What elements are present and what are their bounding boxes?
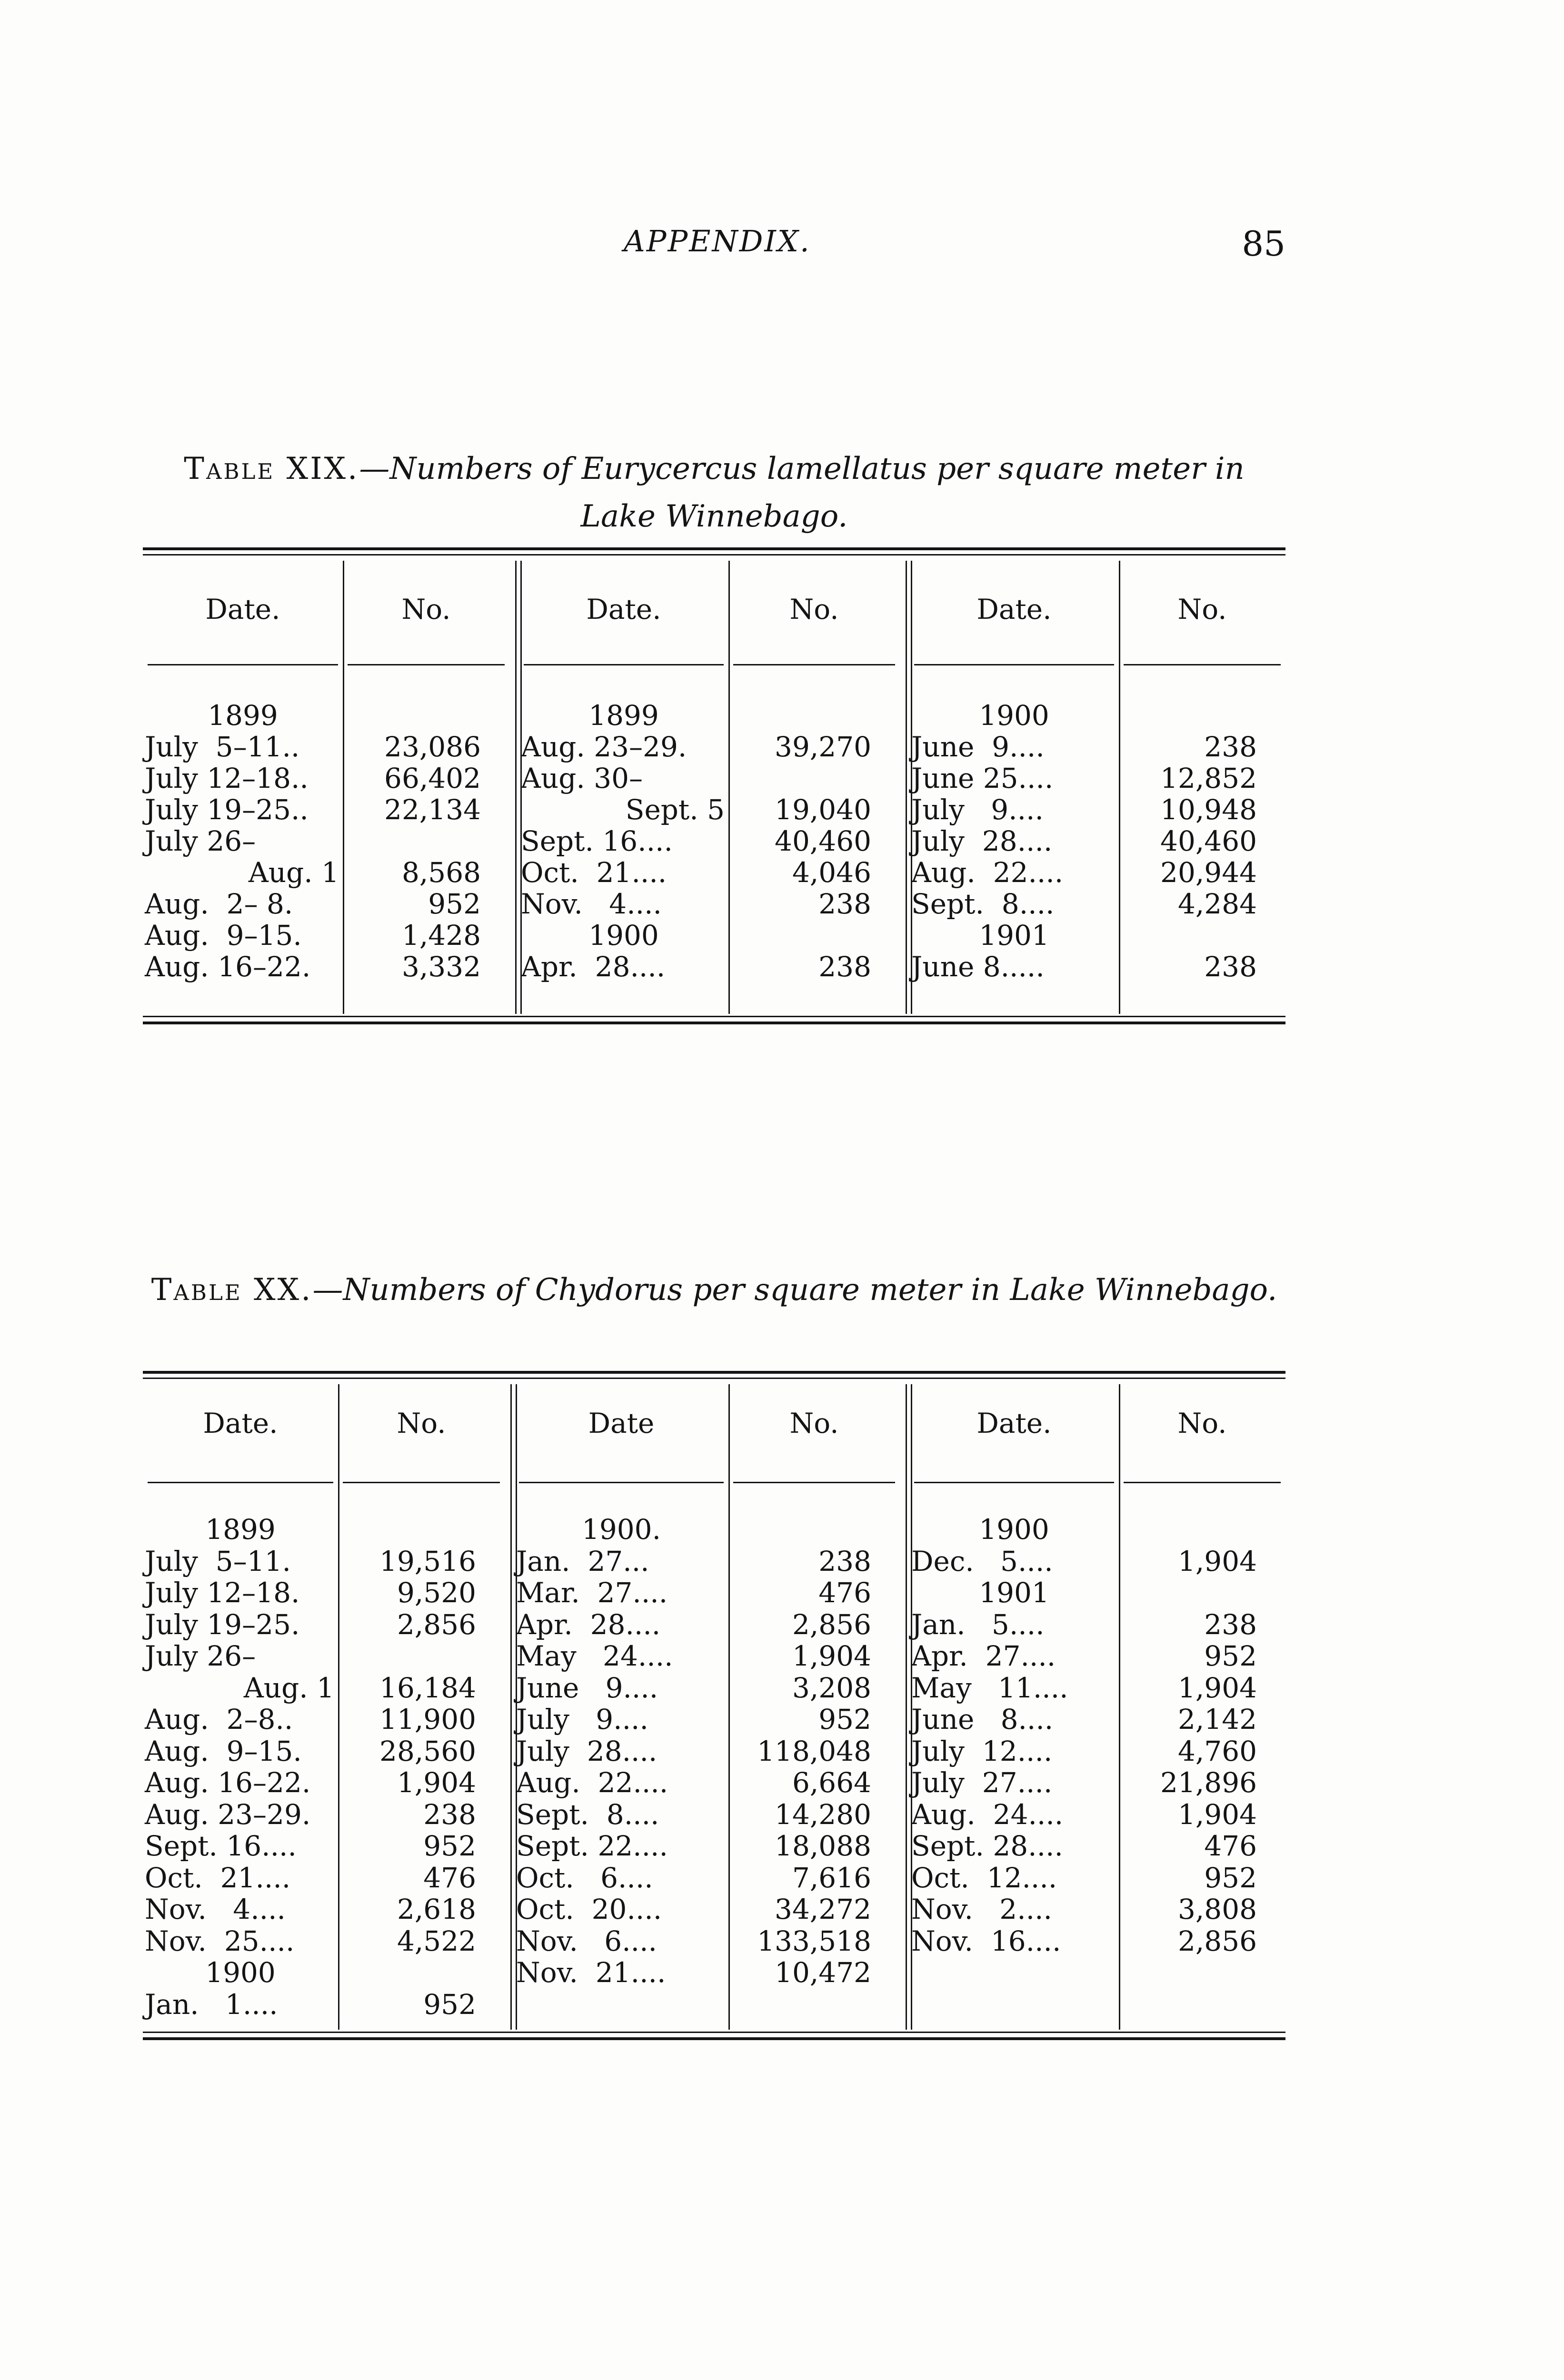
table20-col-header: Date. (203, 1407, 278, 1439)
count-cell: 2,856 (1177, 1924, 1257, 1957)
count-cell: 22,134 (384, 793, 481, 826)
year-label: 1900 (979, 699, 1049, 732)
count-cell: 9,520 (397, 1577, 476, 1609)
table19-header-rule (733, 664, 895, 665)
table19-header-rule (914, 664, 1114, 665)
table19-col-header: No. (401, 593, 451, 625)
table19-col-header: Date. (205, 593, 280, 625)
year-label: 1900 (588, 919, 659, 952)
date-cell: Aug. 2–8.. (145, 1703, 293, 1735)
count-cell: 4,522 (397, 1924, 476, 1957)
date-cell: Aug. 22.... (516, 1766, 668, 1799)
date-cell: Oct. 12.... (911, 1861, 1057, 1894)
table19-top-rule (143, 547, 1285, 550)
date-cell: Aug. 30– (521, 762, 643, 794)
date-cell: Oct. 6.... (516, 1861, 653, 1894)
count-cell: 19,516 (379, 1545, 476, 1577)
count-cell: 10,948 (1160, 793, 1257, 826)
count-cell: 20,944 (1160, 856, 1257, 889)
date-cell: Sept. 8.... (911, 888, 1055, 920)
count-cell: 3,208 (792, 1671, 871, 1704)
date-cell: Aug. 16–22. (145, 1766, 311, 1799)
count-cell: 18,088 (775, 1830, 871, 1862)
table19-caption-text: —Numbers of Eurycercus lamellatus per square meter in Lake Winnebago. (359, 451, 1245, 534)
count-cell: 3,808 (1177, 1893, 1257, 1925)
date-cell: Oct. 21.... (521, 856, 667, 889)
count-cell: 34,272 (775, 1893, 871, 1925)
date-cell: Sept. 8.... (516, 1798, 659, 1831)
count-cell: 476 (818, 1577, 871, 1609)
table19-bottom-rule (143, 1016, 1285, 1017)
date-cell: Apr. 28.... (521, 951, 666, 983)
year-label: 1900 (205, 1956, 276, 1989)
date-cell: July 26– (145, 1640, 256, 1672)
count-cell: 21,896 (1160, 1766, 1257, 1799)
count-cell: 7,616 (792, 1861, 871, 1894)
date-cell: June 9.... (516, 1671, 658, 1704)
date-cell: July 19–25. (145, 1608, 300, 1641)
date-cell: Nov. 16.... (911, 1924, 1061, 1957)
date-cell: May 11.... (911, 1671, 1068, 1704)
count-cell: 952 (423, 1988, 476, 2021)
count-cell: 238 (1204, 951, 1257, 983)
date-cell: Sept. 22.... (516, 1830, 668, 1862)
count-cell: 952 (423, 1830, 476, 1862)
table20-header-rule (733, 1482, 895, 1483)
date-cell: Aug. 23–29. (521, 731, 687, 763)
table19-col-rule (728, 561, 730, 1014)
count-cell: 2,856 (397, 1608, 476, 1641)
date-cell: Aug. 9–15. (145, 919, 302, 952)
page-header (0, 224, 1564, 271)
date-cell: July 5–11. (145, 1545, 291, 1577)
date-cell: Nov. 25.... (145, 1924, 295, 1957)
table19 (143, 547, 1285, 1033)
date-cell: June 8..... (911, 951, 1045, 983)
table19-top-rule-2 (143, 554, 1285, 555)
count-cell: 2,856 (792, 1608, 871, 1641)
date-cell: Nov. 4.... (521, 888, 662, 920)
date-cell: Apr. 28.... (516, 1608, 661, 1641)
year-label: 1901 (979, 1577, 1049, 1609)
table20-top-rule-2 (143, 1378, 1285, 1379)
count-cell: 8,568 (401, 856, 481, 889)
table20-col-header: No. (789, 1407, 839, 1439)
count-cell: 952 (428, 888, 481, 920)
date-cell: Sept. 5 (625, 793, 725, 826)
table20-bottom-rule-2 (143, 2037, 1285, 2040)
table20-header-rule (1124, 1482, 1281, 1483)
date-cell: Nov. 6.... (516, 1924, 657, 1957)
date-cell: July 5–11.. (145, 731, 300, 763)
date-cell: July 26– (145, 825, 256, 857)
table20 (143, 1371, 1285, 2056)
table20-col-header: Date (588, 1407, 655, 1439)
date-cell: Jan. 5.... (911, 1608, 1045, 1641)
table20-col-header: No. (1177, 1407, 1227, 1439)
date-cell: Sept. 16.... (145, 1830, 297, 1862)
table20-bottom-rule (143, 2032, 1285, 2033)
count-cell: 1,904 (1177, 1545, 1257, 1577)
count-cell: 40,460 (775, 825, 871, 857)
count-cell: 3,332 (401, 951, 481, 983)
table20-header-rule (914, 1482, 1114, 1483)
count-cell: 6,664 (792, 1766, 871, 1799)
date-cell: Apr. 27.... (911, 1640, 1056, 1672)
table20-col-header: No. (397, 1407, 446, 1439)
count-cell: 16,184 (379, 1671, 476, 1704)
count-cell: 1,904 (1177, 1671, 1257, 1704)
date-cell: July 28.... (911, 825, 1053, 857)
count-cell: 118,048 (757, 1735, 871, 1767)
date-cell: Aug. 16–22. (145, 951, 311, 983)
count-cell: 1,904 (792, 1640, 871, 1672)
running-head: APPENDIX. (624, 224, 811, 258)
count-cell: 2,618 (397, 1893, 476, 1925)
count-cell: 1,904 (397, 1766, 476, 1799)
date-cell: Sept. 28.... (911, 1830, 1063, 1862)
table19-header-rule (148, 664, 338, 665)
table19-col-header: No. (1177, 593, 1227, 625)
date-cell: July 19–25.. (145, 793, 309, 826)
count-cell: 23,086 (384, 731, 481, 763)
count-cell: 238 (1204, 731, 1257, 763)
count-cell: 66,402 (384, 762, 481, 794)
table20-caption (143, 1266, 1285, 1314)
table19-col-header: No. (789, 593, 839, 625)
table20-top-rule (143, 1371, 1285, 1374)
date-cell: July 12.... (911, 1735, 1053, 1767)
count-cell: 4,284 (1177, 888, 1257, 920)
date-cell: May 24.... (516, 1640, 673, 1672)
count-cell: 40,460 (1160, 825, 1257, 857)
date-cell: Aug. 1 (248, 856, 339, 889)
count-cell: 10,472 (775, 1956, 871, 1989)
year-label: 1899 (588, 699, 659, 732)
count-cell: 19,040 (775, 793, 871, 826)
date-cell: June 25.... (911, 762, 1054, 794)
table19-header-rule (524, 664, 724, 665)
date-cell: Nov. 4.... (145, 1893, 286, 1925)
count-cell: 133,518 (757, 1924, 871, 1957)
count-cell: 1,904 (1177, 1798, 1257, 1831)
table20-caption-label: Table XX. (151, 1272, 313, 1308)
date-cell: Aug. 22.... (911, 856, 1064, 889)
date-cell: July 27.... (911, 1766, 1053, 1799)
table20-header-rule (519, 1482, 724, 1483)
date-cell: Nov. 2.... (911, 1893, 1052, 1925)
table19-col-header: Date. (976, 593, 1052, 625)
count-cell: 4,046 (792, 856, 871, 889)
date-cell: July 9.... (911, 793, 1044, 826)
count-cell: 238 (423, 1798, 476, 1831)
date-cell: Aug. 9–15. (145, 1735, 302, 1767)
page-number: 85 (1242, 224, 1285, 264)
table19-header-rule (1124, 664, 1281, 665)
count-cell: 11,900 (379, 1703, 476, 1735)
date-cell: Aug. 23–29. (145, 1798, 311, 1831)
count-cell: 28,560 (379, 1735, 476, 1767)
count-cell: 4,760 (1177, 1735, 1257, 1767)
count-cell: 39,270 (775, 731, 871, 763)
date-cell: Mar. 27.... (516, 1577, 668, 1609)
count-cell: 2,142 (1177, 1703, 1257, 1735)
table20-caption-text: —Numbers of Chydorus per square meter in Lake Winnebago. (312, 1272, 1277, 1308)
count-cell: 238 (818, 951, 871, 983)
count-cell: 952 (818, 1703, 871, 1735)
table19-caption (143, 445, 1285, 540)
year-label: 1900. (581, 1513, 661, 1546)
count-cell: 238 (818, 888, 871, 920)
date-cell: Jan. 1.... (145, 1988, 278, 2021)
count-cell: 12,852 (1160, 762, 1257, 794)
date-cell: July 12–18. (145, 1577, 300, 1609)
year-label: 1899 (208, 699, 278, 732)
year-label: 1899 (205, 1513, 276, 1546)
table20-col-header: Date. (976, 1407, 1052, 1439)
table19-col-header: Date. (586, 593, 661, 625)
count-cell: 238 (1204, 1608, 1257, 1641)
date-cell: Aug. 24.... (911, 1798, 1064, 1831)
date-cell: July 28.... (516, 1735, 657, 1767)
year-label: 1900 (979, 1513, 1049, 1546)
table19-caption-label: Table XIX. (184, 451, 359, 486)
date-cell: June 9.... (911, 731, 1045, 763)
count-cell: 14,280 (775, 1798, 871, 1831)
count-cell: 1,428 (401, 919, 481, 952)
table19-header-rule (348, 664, 505, 665)
table19-bottom-rule-2 (143, 1021, 1285, 1024)
count-cell: 238 (818, 1545, 871, 1577)
table20-header-rule (148, 1482, 333, 1483)
count-cell: 476 (1204, 1830, 1257, 1862)
date-cell: July 12–18.. (145, 762, 309, 794)
date-cell: June 8.... (911, 1703, 1054, 1735)
date-cell: Jan. 27... (516, 1545, 649, 1577)
date-cell: Nov. 21.... (516, 1956, 666, 1989)
count-cell: 952 (1204, 1861, 1257, 1894)
date-cell: Oct. 20.... (516, 1893, 662, 1925)
date-cell: Oct. 21.... (145, 1861, 291, 1894)
year-label: 1901 (979, 919, 1049, 952)
date-cell: Dec. 5.... (911, 1545, 1053, 1577)
date-cell: Aug. 2– 8. (145, 888, 293, 920)
count-cell: 476 (423, 1861, 476, 1894)
count-cell: 952 (1204, 1640, 1257, 1672)
date-cell: July 9.... (516, 1703, 648, 1735)
date-cell: Aug. 1 (243, 1671, 334, 1704)
date-cell: Sept. 16.... (521, 825, 673, 857)
table20-header-rule (343, 1482, 500, 1483)
